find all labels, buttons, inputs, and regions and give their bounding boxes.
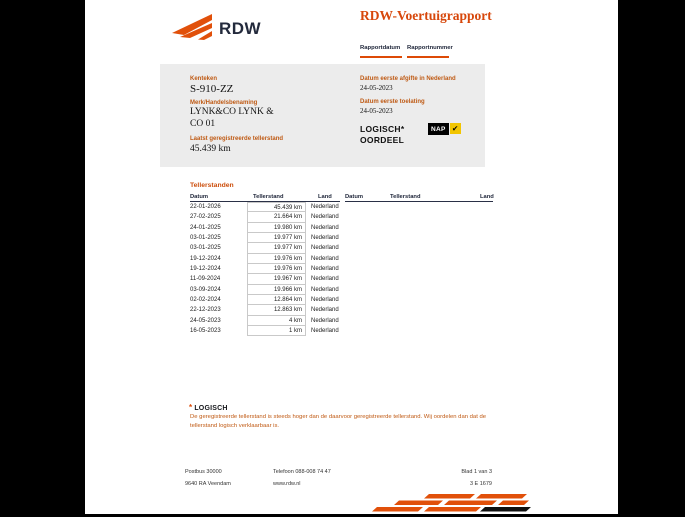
eerste-toelating-label: Datum eerste toelating bbox=[360, 99, 425, 105]
cell-land: Nederland bbox=[311, 296, 339, 303]
tellerstanden-section-title: Tellerstanden bbox=[190, 182, 234, 189]
footer-paging bbox=[442, 467, 492, 490]
column-header-tellerstand: Tellerstand bbox=[253, 193, 284, 200]
page-title: RDW-Voertuigrapport bbox=[360, 8, 492, 23]
cell-land: Nederland bbox=[311, 255, 339, 262]
rdw-logo bbox=[172, 12, 261, 45]
logisch-title: LOGISCH bbox=[194, 405, 228, 412]
column-header-datum: Datum bbox=[190, 193, 209, 200]
cell-tellerstand: 12.863 km bbox=[247, 305, 306, 315]
cell-datum: 16-05-2023 bbox=[190, 327, 221, 334]
column-header-datum: Datum bbox=[345, 193, 364, 200]
laatste-tellerstand-value: 45.439 km bbox=[190, 143, 231, 154]
tellerstand-row bbox=[190, 285, 340, 295]
cell-land: Nederland bbox=[311, 286, 339, 293]
logisch-note-heading bbox=[189, 403, 228, 412]
cell-datum: 27-02-2025 bbox=[190, 214, 221, 221]
oordeel-line1: LOGISCH* bbox=[360, 124, 405, 134]
cell-land: Nederland bbox=[311, 245, 339, 252]
cell-tellerstand: 45.439 km bbox=[247, 202, 306, 212]
cell-datum: 19-12-2024 bbox=[190, 265, 221, 272]
nap-check-icon: ✔ bbox=[450, 123, 461, 134]
tellerstand-row bbox=[190, 316, 340, 326]
tellerstand-row bbox=[190, 202, 340, 212]
cell-tellerstand: 4 km bbox=[247, 316, 306, 326]
cell-datum: 22-12-2023 bbox=[190, 307, 221, 314]
tellerstand-row bbox=[190, 212, 340, 222]
nap-logo bbox=[428, 123, 461, 135]
tellerstand-row bbox=[190, 326, 340, 336]
kenteken-label: Kenteken bbox=[190, 76, 218, 82]
tellerstand-row bbox=[190, 243, 340, 253]
cell-datum: 03-09-2024 bbox=[190, 286, 221, 293]
tellerstand-row bbox=[190, 254, 340, 264]
cell-tellerstand: 12.864 km bbox=[247, 295, 306, 305]
cell-datum: 02-02-2024 bbox=[190, 296, 221, 303]
rapportdatum-underline bbox=[360, 56, 402, 58]
tellerstand-row bbox=[190, 295, 340, 305]
footer-phone: Telefoon 088-008 74 47 bbox=[273, 469, 331, 475]
tellerstanden-table-right-empty bbox=[345, 192, 493, 202]
merk-value-line2: CO 01 bbox=[190, 118, 216, 129]
cell-land: Nederland bbox=[311, 317, 339, 324]
footer-page-number: Blad 1 van 3 bbox=[461, 469, 492, 475]
column-header-tellerstand: Tellerstand bbox=[390, 193, 421, 200]
rapportdatum-label: Rapportdatum bbox=[360, 45, 401, 51]
cell-land: Nederland bbox=[311, 276, 339, 283]
tellerstanden-table-right-header bbox=[345, 192, 493, 202]
eerste-afgifte-label: Datum eerste afgifte in Nederland bbox=[360, 76, 456, 82]
cell-datum: 24-05-2023 bbox=[190, 317, 221, 324]
cell-datum: 11-09-2024 bbox=[190, 276, 221, 283]
cell-land: Nederland bbox=[311, 307, 339, 314]
cell-land: Nederland bbox=[311, 234, 339, 241]
laatste-tellerstand-label: Laatst geregistreerde tellerstand bbox=[190, 136, 284, 142]
footer-contact bbox=[273, 467, 331, 490]
cell-datum: 24-01-2025 bbox=[190, 224, 221, 231]
cell-tellerstand: 21.664 km bbox=[247, 212, 306, 222]
cell-land: Nederland bbox=[311, 265, 339, 272]
merk-label: Merk/Handelsbenaming bbox=[190, 100, 258, 106]
footer-website: www.rdw.nl bbox=[273, 480, 301, 487]
document-page bbox=[85, 0, 618, 514]
footer-form-code: 3 E 1679 bbox=[469, 480, 492, 487]
footer-address-line1: Postbus 30000 bbox=[185, 469, 222, 475]
cell-land: Nederland bbox=[311, 224, 339, 231]
cell-datum: 19-12-2024 bbox=[190, 255, 221, 262]
rapportnummer-underline bbox=[407, 56, 449, 58]
cell-tellerstand: 19.976 km bbox=[247, 264, 306, 274]
tellerstand-row bbox=[190, 233, 340, 243]
rdw-brand-text: RDW bbox=[219, 18, 262, 38]
cell-land: Nederland bbox=[311, 327, 339, 334]
cell-datum: 03-01-2025 bbox=[190, 245, 221, 252]
tellerstand-row bbox=[190, 223, 340, 233]
eerste-afgifte-value: 24-05-2023 bbox=[360, 84, 393, 92]
tellerstanden-table bbox=[190, 192, 340, 336]
cell-tellerstand: 19.966 km bbox=[247, 285, 306, 295]
cell-tellerstand: 19.977 km bbox=[247, 243, 306, 253]
footer-address bbox=[185, 467, 231, 490]
nap-logo-text: NAP bbox=[428, 123, 449, 135]
oordeel-line2: OORDEEL bbox=[360, 135, 405, 145]
cell-tellerstand: 19.977 km bbox=[247, 233, 306, 243]
cell-land: Nederland bbox=[311, 214, 339, 221]
cell-tellerstand: 19.976 km bbox=[247, 254, 306, 264]
cell-datum: 22-01-2026 bbox=[190, 204, 221, 210]
tellerstand-row bbox=[190, 264, 340, 274]
footer-address-line2: 9640 RA Veendam bbox=[185, 480, 231, 487]
rdw-eagle-icon bbox=[172, 12, 214, 45]
column-header-land: Land bbox=[318, 193, 332, 200]
rdw-stripes-graphic-icon bbox=[372, 494, 532, 512]
tellerstanden-table-body bbox=[190, 202, 340, 336]
tellerstanden-table-header bbox=[190, 192, 340, 202]
cell-tellerstand: 1 km bbox=[247, 326, 306, 336]
eerste-toelating-value: 24-05-2023 bbox=[360, 107, 393, 115]
cell-land: Nederland bbox=[311, 204, 339, 210]
cell-tellerstand: 19.980 km bbox=[247, 223, 306, 233]
column-header-land: Land bbox=[480, 193, 494, 200]
kenteken-value: S-910-ZZ bbox=[190, 83, 234, 95]
cell-tellerstand: 19.967 km bbox=[247, 274, 306, 284]
vehicle-summary-box bbox=[160, 64, 485, 167]
rapportnummer-label: Rapportnummer bbox=[407, 45, 453, 51]
logisch-asterisk: * bbox=[189, 403, 193, 412]
merk-value-line1: LYNK&CO LYNK & bbox=[190, 107, 274, 117]
logisch-note-text: De geregistreerde tellerstand is steeds hoger dan de daarvoor geregistreerde tellerstand. Wij oordelen dan dat de tellerstand logisch verklaarbaar is. bbox=[190, 414, 487, 429]
tellerstand-row bbox=[190, 274, 340, 284]
tellerstand-row bbox=[190, 305, 340, 315]
cell-datum: 03-01-2025 bbox=[190, 234, 221, 241]
